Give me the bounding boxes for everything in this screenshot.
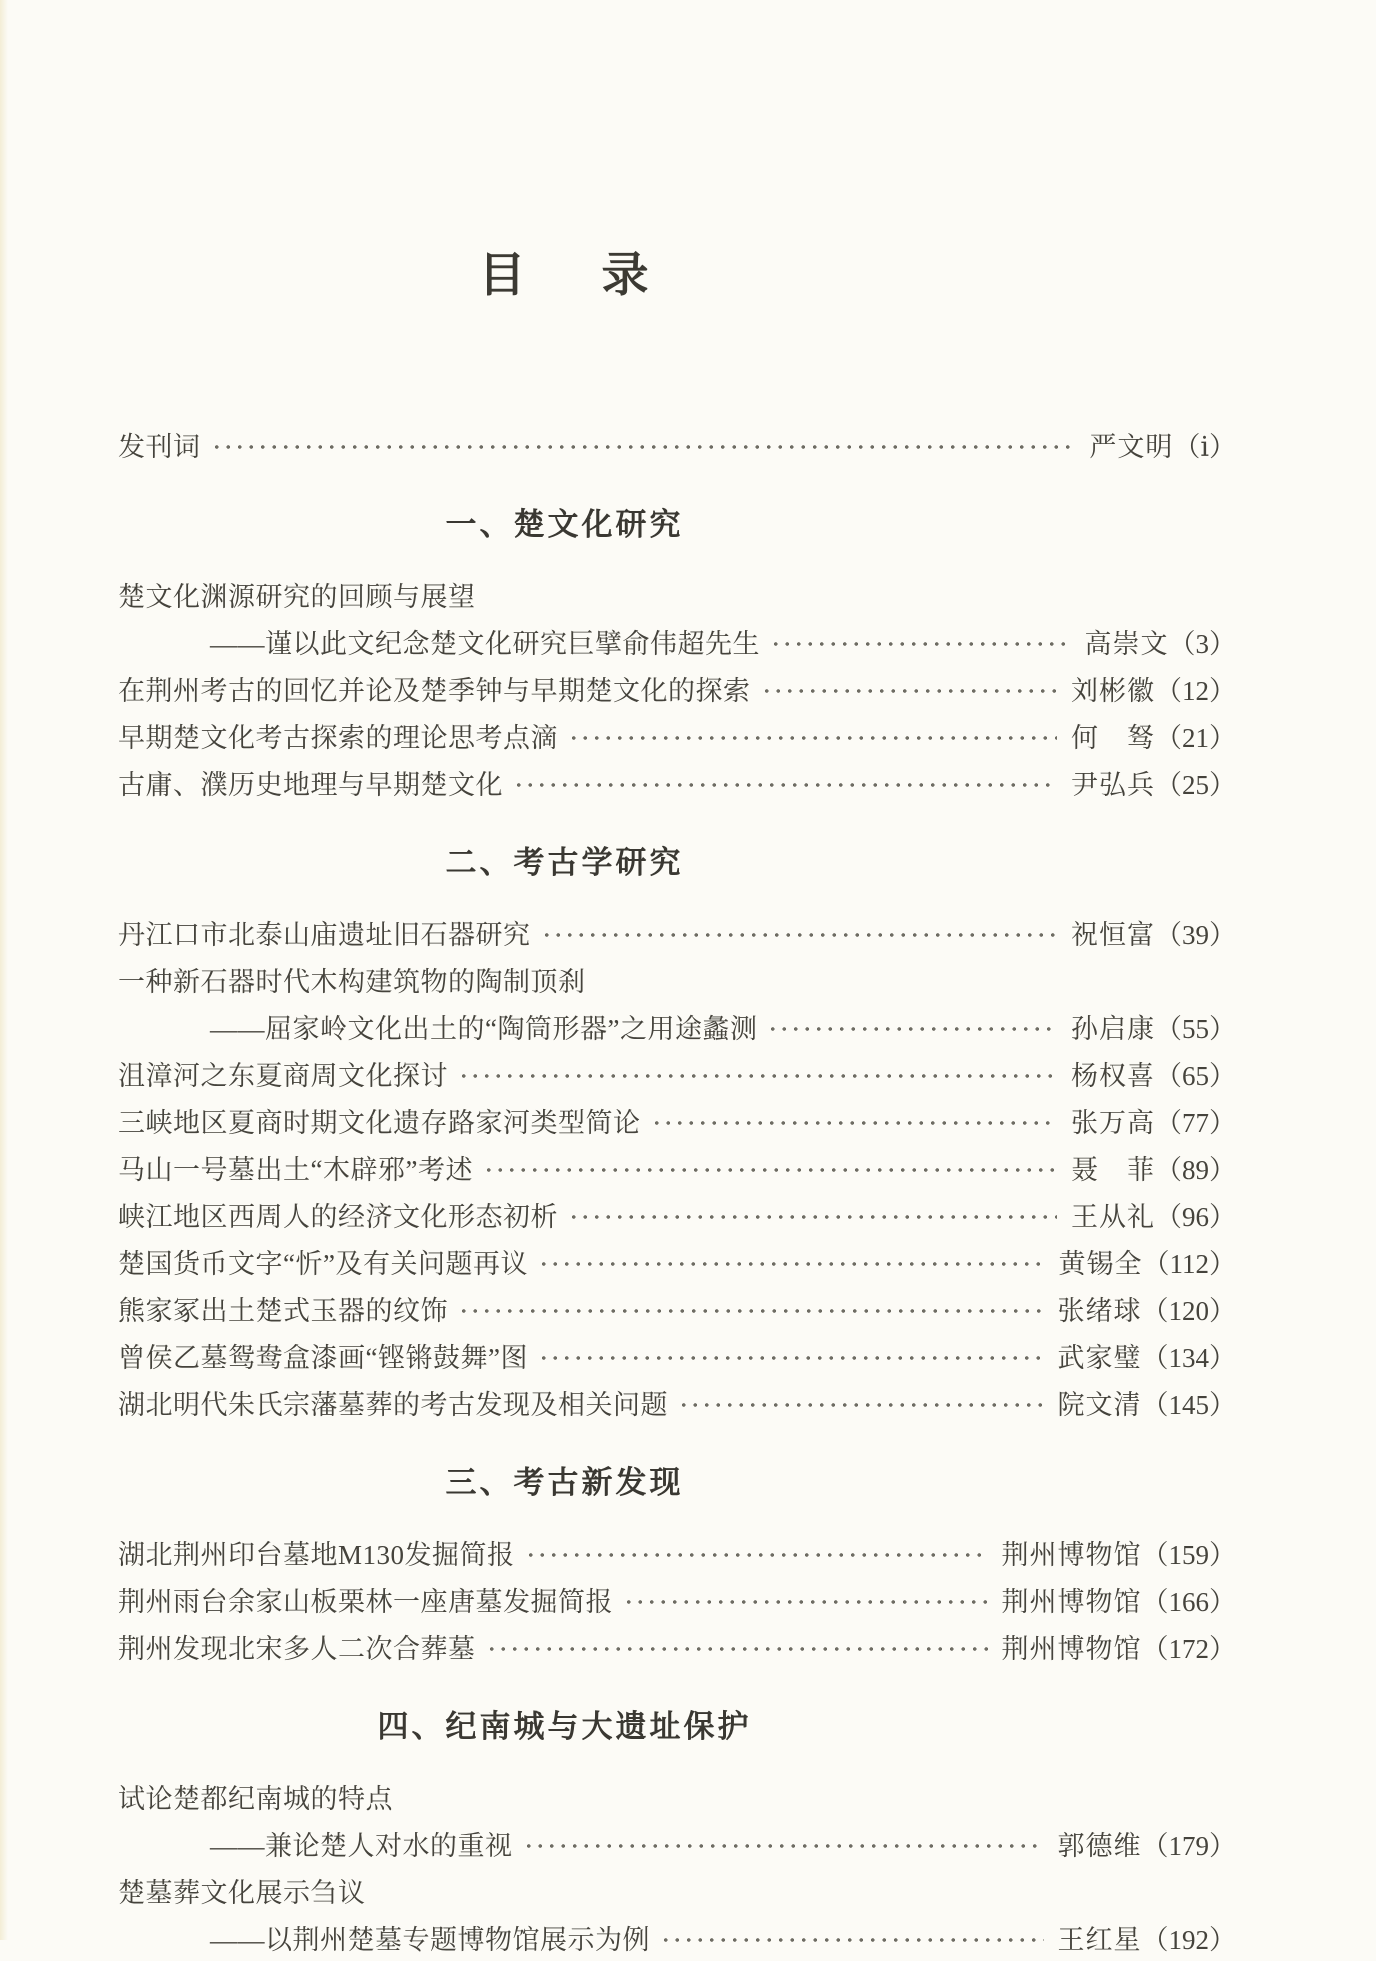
entry-author: 张万高 bbox=[1071, 1108, 1155, 1138]
dot-leader bbox=[761, 677, 1058, 705]
dot-leader bbox=[568, 724, 1057, 752]
toc-entry-row bbox=[118, 1238, 1236, 1285]
toc-section bbox=[118, 1701, 1236, 1961]
entry-title: 荆州雨台余家山板栗林一座唐墓发掘简报 bbox=[118, 1587, 613, 1617]
toc-entry-row bbox=[118, 712, 1236, 759]
entry-ref bbox=[1058, 1336, 1237, 1375]
dot-leader bbox=[483, 1156, 1057, 1184]
entry-author: 武家璧 bbox=[1057, 1343, 1142, 1373]
dot-leader bbox=[770, 630, 1071, 658]
section-rows bbox=[118, 1773, 1236, 1961]
entry-ref bbox=[1071, 763, 1236, 802]
entry-title: 早期楚文化考古探索的理论思考点滴 bbox=[118, 723, 558, 753]
page-title-char-2: 录 bbox=[601, 250, 651, 302]
section-rows bbox=[118, 571, 1236, 806]
entry-ref bbox=[1058, 1824, 1237, 1863]
entry-title: ——以荆州楚墓专题博物馆展示为例 bbox=[210, 1925, 650, 1955]
entry-page: （21） bbox=[1155, 723, 1236, 753]
entry-author: 尹弘兵 bbox=[1071, 770, 1155, 800]
entry-author: 刘彬徽 bbox=[1071, 676, 1155, 706]
entry-ref bbox=[1071, 1054, 1236, 1093]
entry-title: 楚文化渊源研究的回顾与展望 bbox=[118, 582, 476, 612]
entry-title: 马山一号墓出土“木辟邪”考述 bbox=[118, 1155, 473, 1185]
entry-ref bbox=[1071, 669, 1236, 708]
toc-entry-row bbox=[118, 1050, 1236, 1097]
entry-author: 孙启康 bbox=[1071, 1014, 1155, 1044]
entry-page: （166） bbox=[1141, 1587, 1236, 1617]
entry-page: （96） bbox=[1155, 1202, 1236, 1232]
entry-author: 荆州博物馆 bbox=[1001, 1540, 1142, 1570]
toc-section bbox=[118, 837, 1236, 1426]
entry-title: 古庸、濮历史地理与早期楚文化 bbox=[118, 770, 503, 800]
entry-ref bbox=[1085, 622, 1237, 661]
entry-author: 王红星 bbox=[1057, 1925, 1142, 1955]
toc-entry-row bbox=[118, 1003, 1236, 1050]
entry-title: 沮漳河之东夏商周文化探讨 bbox=[118, 1061, 448, 1091]
entry-page: （145） bbox=[1141, 1390, 1236, 1420]
dot-leader bbox=[525, 1541, 988, 1569]
section-heading: 二、考古学研究 bbox=[445, 845, 684, 880]
entry-ref bbox=[1058, 1918, 1237, 1957]
page-edge-strip bbox=[0, 0, 8, 1940]
entry-author: 荆州博物馆 bbox=[1001, 1587, 1142, 1617]
entry-ref bbox=[1071, 1195, 1236, 1234]
entry-title: 丹江口市北泰山庙遗址旧石器研究 bbox=[118, 920, 531, 950]
entry-author: 王从礼 bbox=[1071, 1202, 1155, 1232]
entry-title: 三峡地区夏商时期文化遗存路家河类型简论 bbox=[118, 1108, 641, 1138]
entry-author: 何 驽 bbox=[1071, 723, 1155, 753]
entry-page: （134） bbox=[1141, 1343, 1236, 1373]
entry-page: （39） bbox=[1155, 920, 1236, 950]
dot-leader bbox=[678, 1391, 1044, 1419]
toc-entry-row bbox=[118, 759, 1236, 806]
page-title-char-1: 目 bbox=[478, 250, 528, 302]
dot-leader bbox=[458, 1062, 1057, 1090]
dot-leader bbox=[538, 1344, 1044, 1372]
dot-leader bbox=[623, 1588, 988, 1616]
entry-title: 楚国货币文字“忻”及有关问题再议 bbox=[118, 1249, 528, 1279]
entry-ref bbox=[1089, 425, 1236, 464]
toc-section bbox=[118, 1457, 1236, 1670]
toc-entry-row bbox=[118, 665, 1236, 712]
dot-leader bbox=[767, 1015, 1057, 1043]
toc-entry-row bbox=[118, 1285, 1236, 1332]
entry-title: 发刊词 bbox=[118, 432, 201, 462]
dot-leader bbox=[458, 1297, 1044, 1325]
entry-title: 湖北明代朱氏宗藩墓葬的考古发现及相关问题 bbox=[118, 1390, 668, 1420]
entry-author: 黄锡全 bbox=[1058, 1249, 1143, 1279]
toc-entry-row bbox=[118, 618, 1236, 665]
entry-title: 试论楚都纪南城的特点 bbox=[118, 1784, 393, 1814]
entry-page: （55） bbox=[1155, 1014, 1236, 1044]
entry-title: 一种新石器时代木构建筑物的陶制顶刹 bbox=[118, 967, 586, 997]
entry-page: （3） bbox=[1168, 629, 1236, 659]
toc-entry-row bbox=[118, 1867, 1236, 1914]
toc-sections bbox=[118, 499, 1236, 1961]
entry-page: （112） bbox=[1142, 1249, 1236, 1279]
entry-author: 祝恒富 bbox=[1071, 920, 1155, 950]
entry-page: （65） bbox=[1155, 1061, 1236, 1091]
entry-author: 聂 菲 bbox=[1071, 1155, 1155, 1185]
entry-ref bbox=[1058, 1383, 1237, 1422]
entry-author: 院文清 bbox=[1057, 1390, 1142, 1420]
entry-ref bbox=[1071, 913, 1236, 952]
dot-leader bbox=[211, 433, 1076, 461]
toc-entry-row bbox=[118, 1773, 1236, 1820]
toc-entry-row bbox=[118, 1576, 1236, 1623]
entry-ref bbox=[1002, 1627, 1237, 1666]
entry-ref bbox=[1071, 1007, 1236, 1046]
entry-title: ——谨以此文纪念楚文化研究巨擘俞伟超先生 bbox=[210, 629, 760, 659]
toc-section bbox=[118, 499, 1236, 806]
toc-entry-row bbox=[118, 909, 1236, 956]
entry-author: 张绪球 bbox=[1057, 1296, 1142, 1326]
toc-entry-row bbox=[118, 421, 1236, 468]
entry-author: 郭德维 bbox=[1057, 1831, 1142, 1861]
toc-entry-row bbox=[118, 1144, 1236, 1191]
toc-entry-row bbox=[118, 1191, 1236, 1238]
entry-title: 峡江地区西周人的经济文化形态初析 bbox=[118, 1202, 558, 1232]
dot-leader bbox=[538, 1250, 1045, 1278]
dot-leader bbox=[651, 1109, 1058, 1137]
entry-title: 楚墓葬文化展示刍议 bbox=[118, 1878, 366, 1908]
section-rows bbox=[118, 1529, 1236, 1670]
page-title bbox=[118, 238, 1011, 305]
toc-entry-row bbox=[118, 956, 1236, 1003]
entry-title: 曾侯乙墓鸳鸯盒漆画“铿锵鼓舞”图 bbox=[118, 1343, 528, 1373]
toc-entry-row bbox=[118, 1332, 1236, 1379]
entry-page: （120） bbox=[1141, 1296, 1236, 1326]
entry-ref bbox=[1071, 716, 1236, 755]
entry-ref bbox=[1058, 1289, 1237, 1328]
toc-entry-row bbox=[118, 1529, 1236, 1576]
entry-title: 熊家冢出土楚式玉器的纹饰 bbox=[118, 1296, 448, 1326]
entry-title: ——屈家岭文化出土的“陶筒形器”之用途蠡测 bbox=[210, 1014, 758, 1044]
section-heading: 一、楚文化研究 bbox=[445, 507, 684, 542]
dot-leader bbox=[486, 1635, 988, 1663]
toc-entry-row bbox=[118, 1379, 1236, 1426]
entry-ref bbox=[1059, 1242, 1237, 1281]
entry-page: （ⅰ） bbox=[1173, 432, 1236, 462]
entry-page: （172） bbox=[1141, 1634, 1236, 1664]
entry-ref bbox=[1002, 1533, 1237, 1572]
entry-title: 湖北荆州印台墓地M130发掘简报 bbox=[118, 1540, 515, 1570]
entry-title: 在荆州考古的回忆并论及楚季钟与早期楚文化的探索 bbox=[118, 676, 751, 706]
entry-page: （77） bbox=[1155, 1108, 1236, 1138]
entry-page: （192） bbox=[1141, 1925, 1236, 1955]
toc-entry-row bbox=[118, 1097, 1236, 1144]
entry-page: （159） bbox=[1141, 1540, 1236, 1570]
entry-page: （25） bbox=[1155, 770, 1236, 800]
toc-entry-row bbox=[118, 1820, 1236, 1867]
entry-ref bbox=[1002, 1580, 1237, 1619]
entry-title: ——兼论楚人对水的重视 bbox=[210, 1831, 513, 1861]
document-page bbox=[118, 0, 1236, 1961]
section-rows bbox=[118, 909, 1236, 1426]
dot-leader bbox=[541, 921, 1058, 949]
entry-title: 荆州发现北宋多人二次合葬墓 bbox=[118, 1634, 476, 1664]
dot-leader bbox=[568, 1203, 1057, 1231]
entry-page: （89） bbox=[1155, 1155, 1236, 1185]
toc-entry-row bbox=[118, 1914, 1236, 1961]
entry-ref bbox=[1071, 1148, 1236, 1187]
entry-ref bbox=[1071, 1101, 1236, 1140]
section-heading: 三、考古新发现 bbox=[445, 1465, 684, 1500]
toc-entry-row bbox=[118, 1623, 1236, 1670]
section-heading: 四、纪南城与大遗址保护 bbox=[377, 1709, 752, 1744]
dot-leader bbox=[513, 771, 1057, 799]
entry-author: 高崇文 bbox=[1084, 629, 1169, 659]
entry-page: （179） bbox=[1141, 1831, 1236, 1861]
dot-leader bbox=[523, 1832, 1044, 1860]
entry-page: （12） bbox=[1155, 676, 1236, 706]
entry-author: 荆州博物馆 bbox=[1001, 1634, 1142, 1664]
toc-entry-row bbox=[118, 571, 1236, 618]
entry-author: 严文明 bbox=[1089, 432, 1174, 462]
entry-author: 杨权喜 bbox=[1071, 1061, 1155, 1091]
